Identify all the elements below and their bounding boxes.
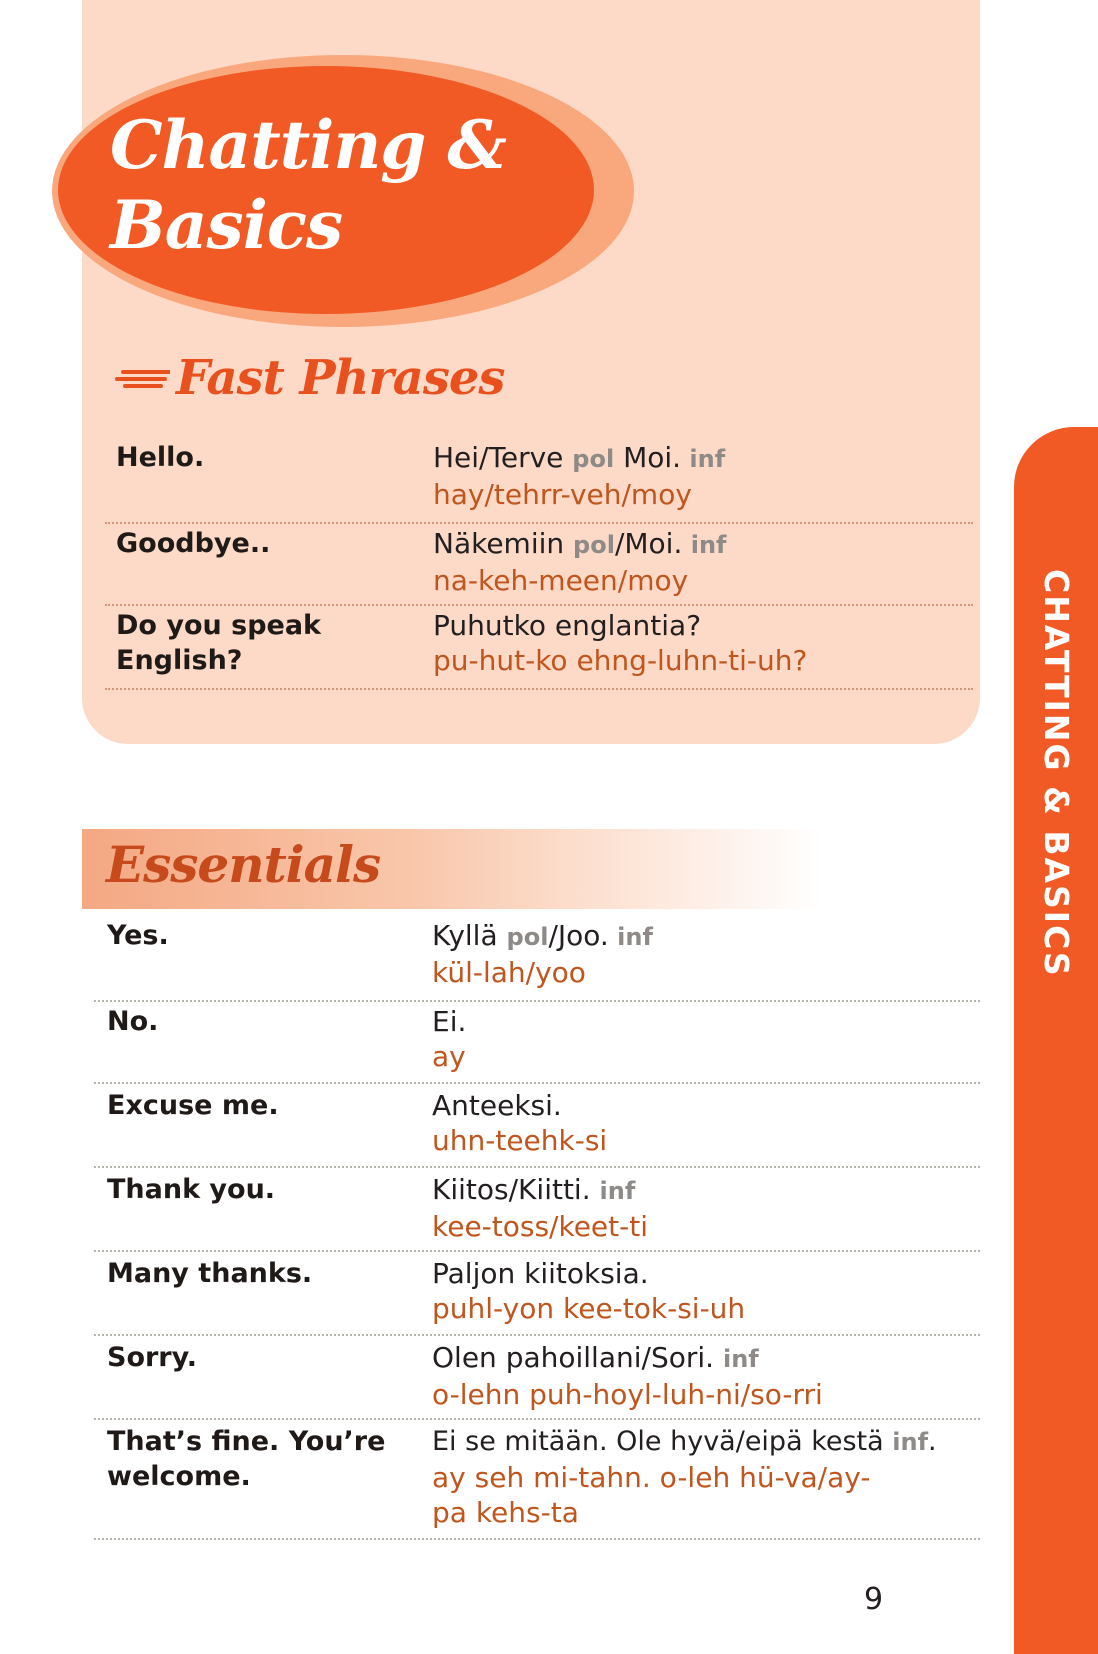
phrase-row (94, 1420, 980, 1540)
pronunciation: puhl-yon kee-tok-si-uh (432, 1292, 746, 1325)
side-tab-label: CHATTING & BASICS (1037, 569, 1076, 978)
english-phrase: Yes. (107, 920, 169, 951)
finnish-phrase: Ei. (432, 1005, 467, 1038)
finnish-phrase: Hei/Terve pol Moi. inf (433, 441, 726, 474)
essentials-header-band (82, 829, 822, 909)
pronunciation: pu-hut-ko ehng-luhn-ti-uh? (433, 644, 808, 677)
english-phrase: Goodbye.. (116, 528, 271, 559)
english-phrase: Hello. (116, 442, 205, 473)
english-phrase: Sorry. (107, 1342, 198, 1373)
fast-phrases-heading (115, 350, 504, 406)
phrase-row (94, 1084, 980, 1168)
register-tag: pol (572, 445, 615, 473)
phrase-row (105, 440, 973, 524)
phrase-row (94, 918, 980, 1002)
register-tag: pol (573, 531, 615, 559)
register-tag: inf (722, 1345, 759, 1373)
finnish-phrase: Puhutko englantia? (433, 609, 702, 642)
pronunciation: uhn-teehk-si (432, 1124, 608, 1157)
pronunciation: kee-toss/keet-ti (432, 1210, 649, 1243)
pronunciation: kül-lah/yoo (432, 956, 586, 989)
chapter-title: Chatting & Basics (110, 106, 507, 264)
finnish-phrase: Olen pahoillani/Sori. inf (432, 1341, 759, 1374)
english-phrase: Do you speak English? (116, 610, 322, 676)
register-tag: inf (892, 1428, 929, 1456)
pronunciation: hay/tehrr-veh/moy (433, 478, 692, 511)
english-phrase: Excuse me. (107, 1090, 279, 1121)
finnish-phrase: Kiitos/Kiitti. inf (432, 1173, 636, 1206)
phrase-row (94, 1168, 980, 1252)
fast-phrases-table (105, 440, 973, 690)
english-phrase: No. (107, 1006, 159, 1037)
register-tag: inf (599, 1177, 636, 1205)
fast-phrases-title: Fast Phrases (176, 350, 505, 406)
finnish-phrase: Anteeksi. (432, 1089, 562, 1122)
finnish-phrase: Paljon kiitoksia. (432, 1257, 649, 1290)
phrase-row (94, 1336, 980, 1420)
english-phrase: That’s fine. You’re welcome. (107, 1426, 386, 1492)
essentials-table (94, 918, 980, 1540)
pronunciation: ay seh mi-tahn. o-leh hü-va/ay-pa kehs-ta (432, 1461, 871, 1529)
finnish-phrase: Kyllä pol/Joo. inf (432, 919, 653, 952)
register-tag: inf (608, 923, 653, 951)
essentials-title: Essentials (106, 835, 381, 894)
english-phrase: Many thanks. (107, 1258, 313, 1289)
english-phrase: Thank you. (107, 1174, 276, 1205)
finnish-phrase: Näkemiin pol/Moi. inf (433, 527, 727, 560)
register-tag: pol (506, 923, 549, 951)
phrase-row (105, 524, 973, 606)
phrase-row (94, 1252, 980, 1336)
pronunciation: ay (432, 1040, 466, 1073)
phrase-row (94, 1002, 980, 1084)
pronunciation: o-lehn puh-hoyl-luh-ni/so-rri (432, 1378, 823, 1411)
finnish-phrase: Ei se mitään. Ole hyvä/eipä kestä inf. (432, 1426, 937, 1457)
chapter-side-tab (1014, 427, 1098, 1654)
page-number: 9 (864, 1582, 884, 1617)
register-tag: inf (681, 445, 726, 473)
pronunciation: na-keh-meen/moy (433, 564, 689, 597)
register-tag: inf (682, 531, 727, 559)
phrase-row (105, 606, 973, 690)
speed-lines-icon (115, 363, 170, 393)
